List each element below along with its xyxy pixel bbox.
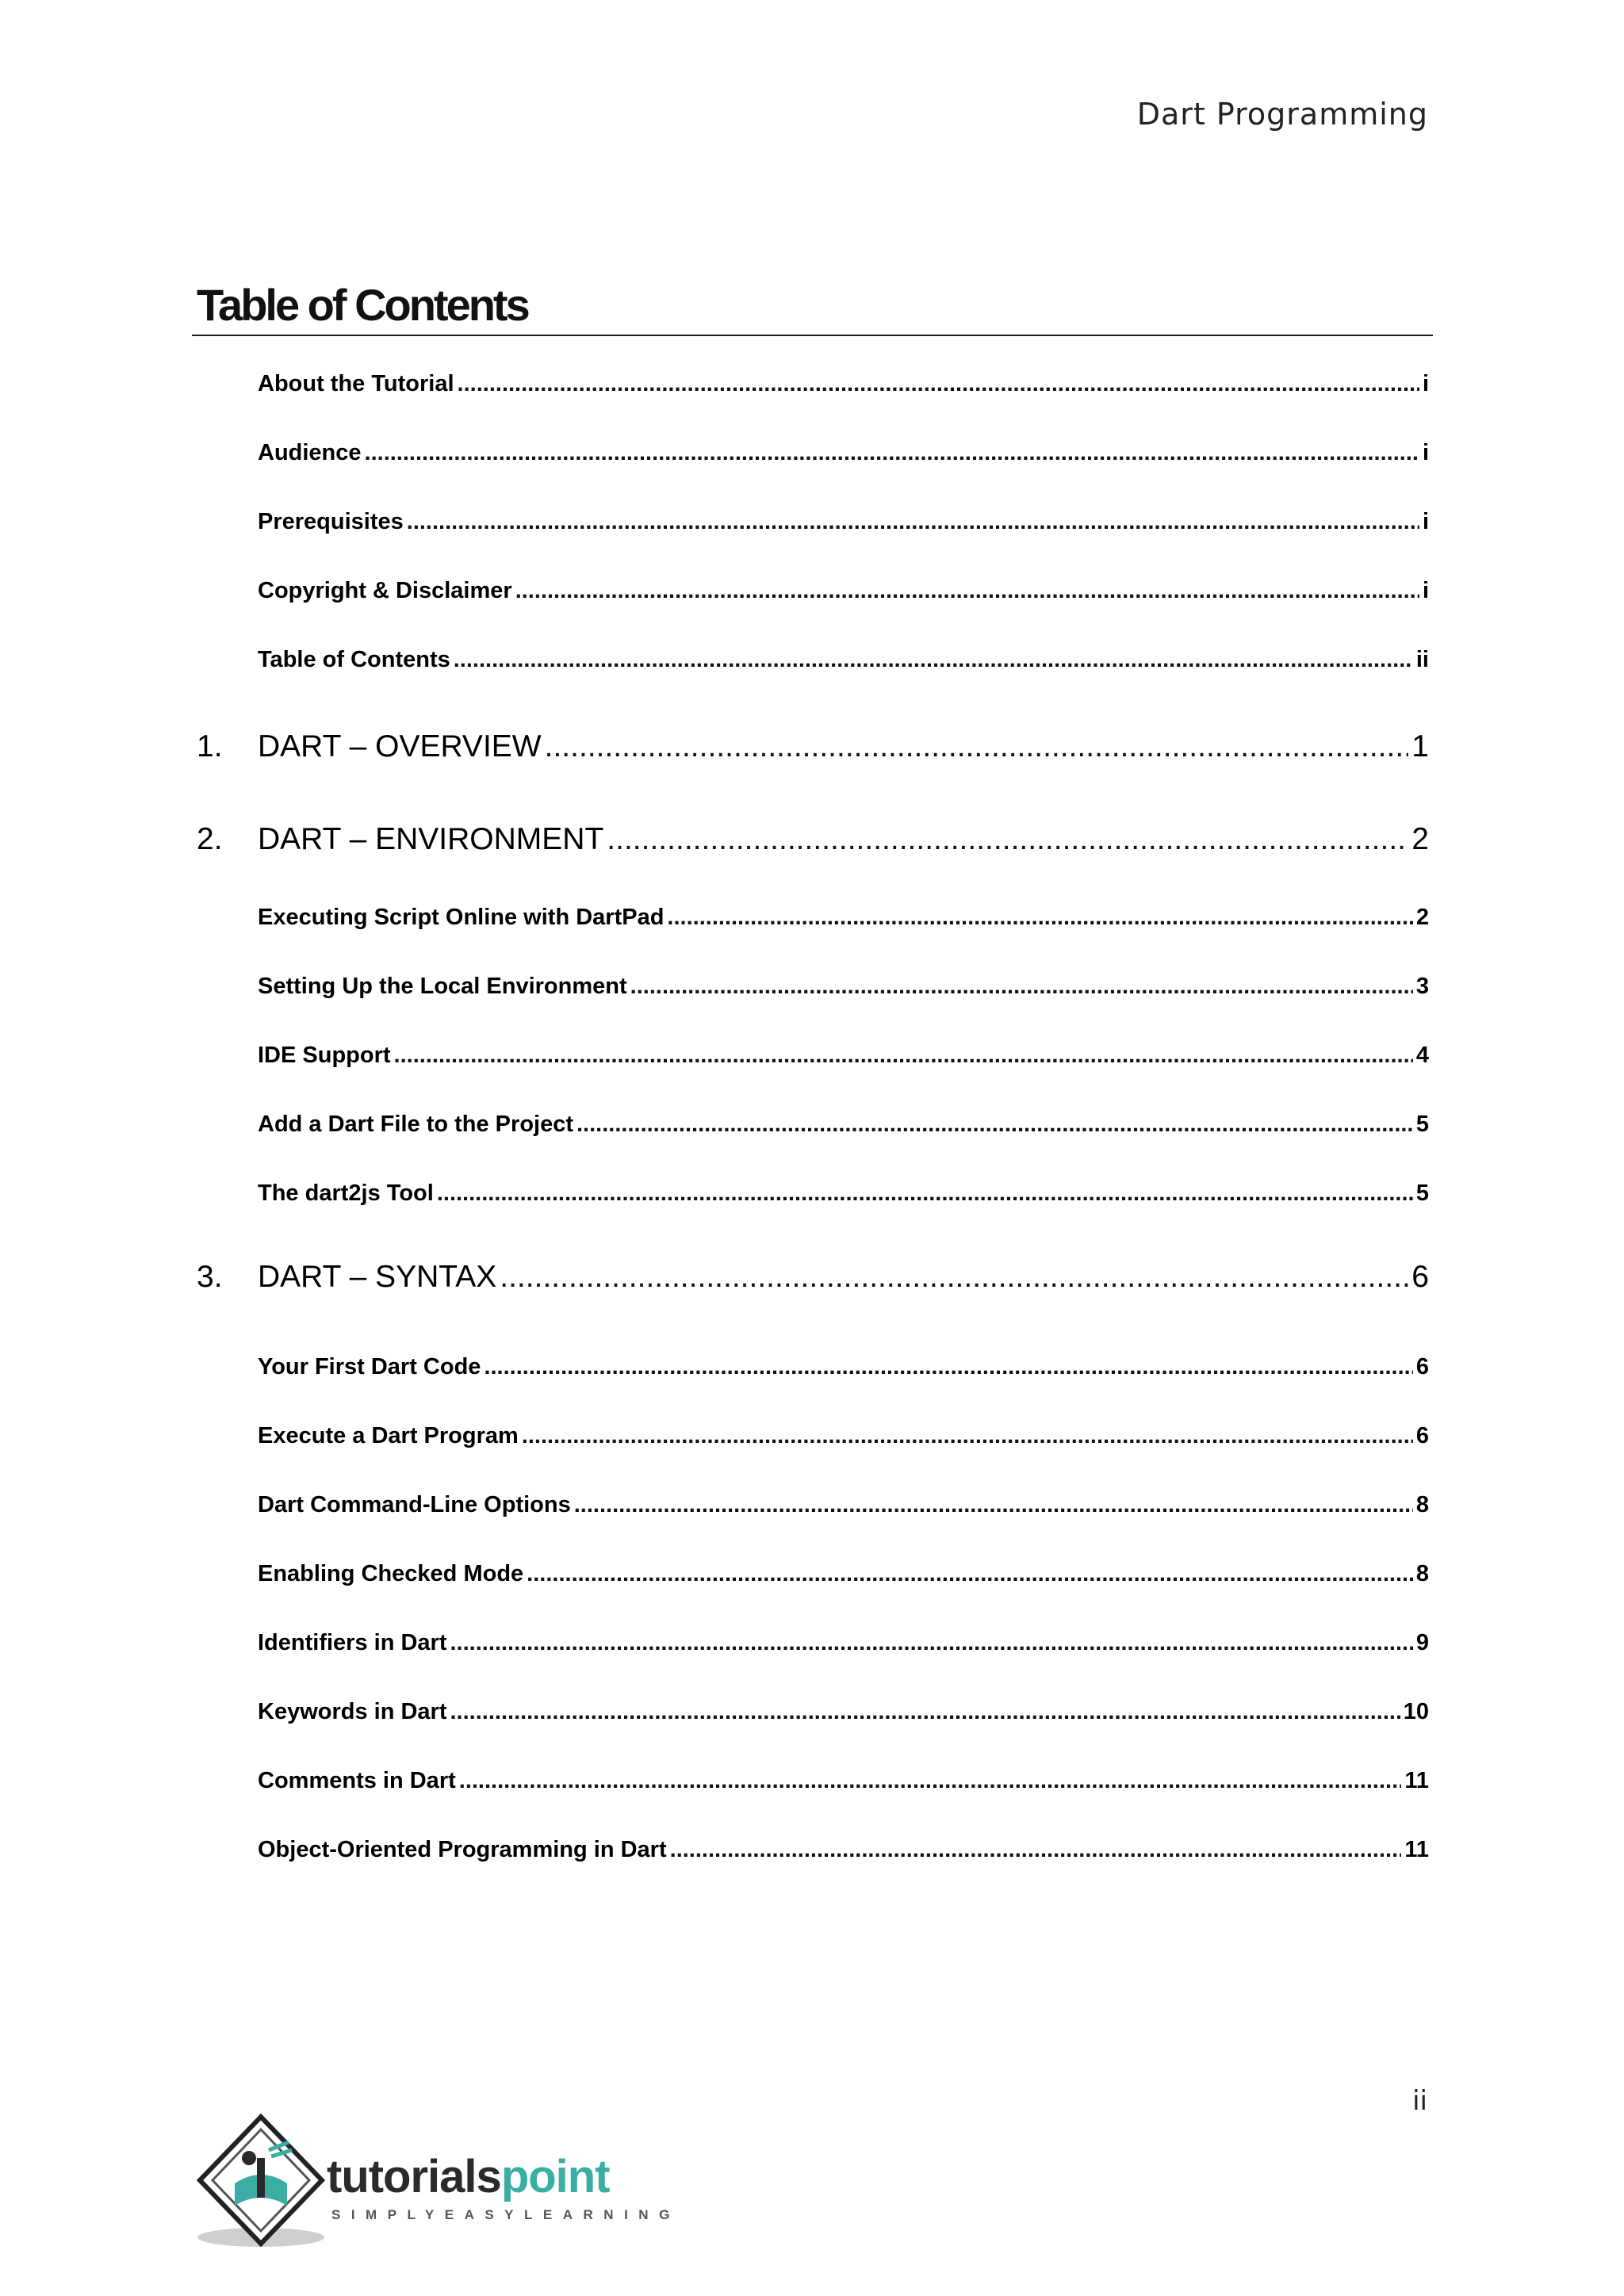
toc-entry-page: 5 (1415, 1112, 1429, 1137)
toc-entry-label: Comments in Dart (258, 1768, 456, 1793)
logo-word-part1: tutorials (327, 2151, 501, 2202)
chapter-number: 3. (197, 1260, 223, 1294)
dot-leader (667, 905, 1412, 931)
toc-entry-page: 2 (1411, 822, 1429, 856)
toc-entry-label: Copyright & Disclaimer (258, 578, 512, 603)
toc-entry-label: Add a Dart File to the Project (258, 1112, 573, 1137)
dot-leader (437, 1181, 1413, 1207)
running-header: Dart Programming (1136, 97, 1428, 132)
dot-leader (630, 974, 1413, 1000)
toc-section-row[interactable] (258, 1630, 1429, 1662)
toc-entry-page: 5 (1415, 1181, 1429, 1206)
logo-wordmark (327, 2150, 610, 2203)
logo-word-part2: point (500, 2151, 610, 2202)
toc-entry-label: Table of Contents (258, 647, 450, 672)
dot-leader (670, 1837, 1402, 1863)
toc-section-row[interactable] (258, 440, 1429, 472)
toc-section-row[interactable] (258, 1181, 1429, 1212)
toc-entry-page: 4 (1415, 1043, 1429, 1068)
toc-section-row[interactable] (258, 1561, 1429, 1593)
dot-leader (607, 822, 1408, 857)
toc-entry-page: 8 (1415, 1561, 1429, 1586)
dot-leader (545, 729, 1409, 764)
toc-entry-label: DART – OVERVIEW (258, 729, 542, 763)
toc-section-row[interactable] (258, 1112, 1429, 1143)
toc-entry-label: Setting Up the Local Environment (258, 974, 627, 999)
toc-section-row[interactable] (258, 1699, 1429, 1731)
toc-section-row[interactable] (258, 974, 1429, 1005)
toc-entry-page: 6 (1411, 1260, 1429, 1294)
dot-leader (515, 578, 1419, 604)
toc-heading: Table of Contents (197, 280, 528, 330)
toc-entry-label: DART – ENVIRONMENT (258, 822, 604, 856)
toc-entry-page: i (1422, 440, 1429, 465)
toc-entry-page: 11 (1404, 1837, 1429, 1862)
toc-section-row[interactable] (258, 905, 1429, 936)
toc-entry-page: 9 (1415, 1630, 1429, 1655)
toc-entry-label: Enabling Checked Mode (258, 1561, 524, 1586)
toc-section-row[interactable] (258, 371, 1429, 403)
toc-entry-page: 6 (1415, 1423, 1429, 1448)
toc-entry-page: 1 (1411, 729, 1429, 763)
dot-leader (527, 1561, 1413, 1587)
toc-chapter-row[interactable] (197, 822, 1429, 863)
toc-entry-label: Your First Dart Code (258, 1354, 481, 1380)
dot-leader (459, 1768, 1402, 1794)
toc-entry-label: About the Tutorial (258, 371, 454, 396)
toc-chapter-row[interactable] (197, 1260, 1429, 1301)
toc-section-row[interactable] (258, 578, 1429, 610)
dot-leader (574, 1492, 1413, 1518)
dot-leader (576, 1112, 1413, 1138)
toc-section-row[interactable] (258, 647, 1429, 679)
toc-section-row[interactable] (258, 1354, 1429, 1386)
dot-leader (450, 1630, 1413, 1656)
toc-entry-page: 10 (1403, 1699, 1429, 1724)
dot-leader (450, 1699, 1400, 1725)
toc-entry-page: i (1422, 509, 1429, 534)
dot-leader (454, 647, 1413, 673)
toc-entry-label: IDE Support (258, 1043, 391, 1068)
toc-entry-label: DART – SYNTAX (258, 1260, 497, 1294)
toc-section-row[interactable] (258, 509, 1429, 541)
dot-leader (365, 440, 1419, 466)
toc-entry-label: The dart2js Tool (258, 1181, 434, 1206)
toc-section-row[interactable] (258, 1492, 1429, 1524)
toc-entry-label: Audience (258, 440, 362, 465)
toc-entry-page: 11 (1404, 1768, 1429, 1793)
toc-entry-label: Execute a Dart Program (258, 1423, 519, 1448)
page-number: ii (1412, 2085, 1427, 2117)
toc-chapter-row[interactable] (197, 729, 1429, 771)
dot-leader (522, 1423, 1413, 1449)
toc-section-row[interactable] (258, 1837, 1429, 1869)
toc-entry-label: Keywords in Dart (258, 1699, 447, 1724)
toc-section-row[interactable] (258, 1768, 1429, 1800)
dot-leader (458, 371, 1419, 397)
dot-leader (407, 509, 1419, 535)
toc-entry-label: Identifiers in Dart (258, 1630, 447, 1655)
toc-entry-page: i (1422, 371, 1429, 396)
chapter-number: 1. (197, 729, 223, 763)
toc-entry-label: Prerequisites (258, 509, 404, 534)
toc-entry-page: ii (1415, 647, 1429, 672)
toc-entry-page: 6 (1415, 1354, 1429, 1380)
toc-section-row[interactable] (258, 1423, 1429, 1455)
toc-entry-page: 3 (1415, 974, 1429, 999)
dot-leader (394, 1043, 1413, 1069)
toc-entry-label: Object-Oriented Programming in Dart (258, 1837, 667, 1862)
toc-entry-label: Executing Script Online with DartPad (258, 905, 665, 930)
dot-leader (484, 1354, 1412, 1380)
dot-leader (500, 1260, 1408, 1295)
chapter-number: 2. (197, 822, 223, 856)
logo-tagline: SIMPLYEASYLEARNING (331, 2207, 680, 2222)
logo-diamond-icon (193, 2110, 336, 2253)
toc-entry-page: i (1422, 578, 1429, 603)
toc-entry-page: 8 (1415, 1492, 1429, 1517)
toc-section-row[interactable] (258, 1043, 1429, 1074)
toc-entry-label: Dart Command-Line Options (258, 1492, 571, 1517)
tutorialspoint-logo (193, 2110, 680, 2253)
toc-entry-page: 2 (1415, 905, 1429, 930)
